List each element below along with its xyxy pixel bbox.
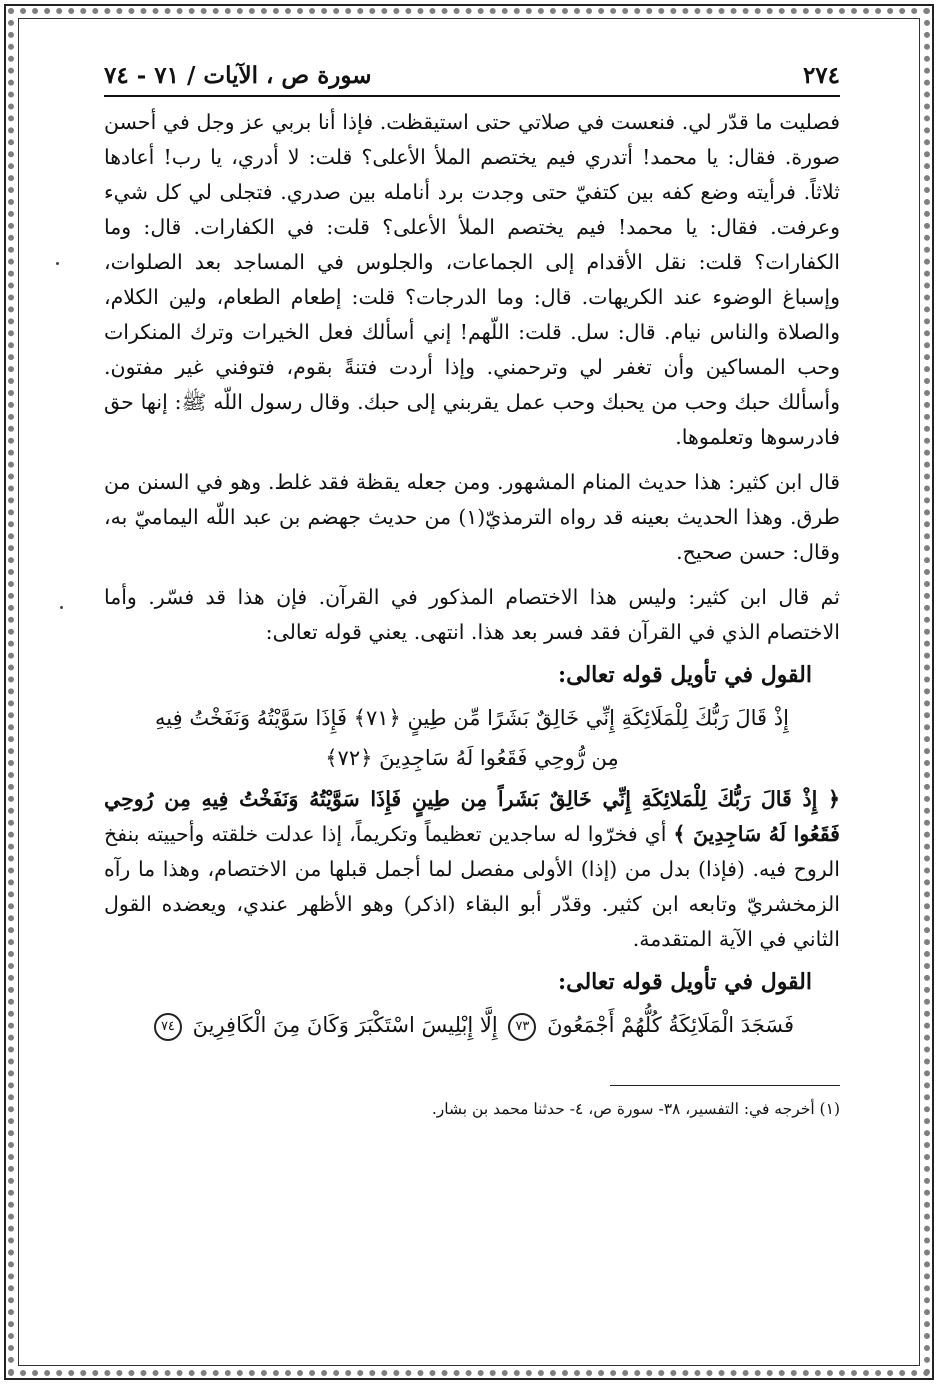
scan-speck [56, 262, 59, 265]
page-content [104, 62, 840, 1120]
section-heading-1: القول في تأويل قوله تعالى: [558, 662, 812, 688]
running-title: سورة ص ، الآيات / ٧١ - ٧٤ [104, 62, 372, 89]
verse-74: إِلَّا إِبْلِيسَ اسْتَكْبَرَ وَكَانَ مِنَ الْكَافِرِينَ [192, 1013, 498, 1037]
ayah-number-74: ٧٤ [154, 1013, 182, 1041]
paragraph-tafsir [104, 782, 840, 957]
quran-verse-73-74 [104, 1005, 840, 1045]
verse-73: فَسَجَدَ الْمَلَائِكَةُ كُلُّهُمْ أَجْمَعُونَ [547, 1013, 795, 1037]
scan-speck [60, 606, 63, 609]
section-heading-2: القول في تأويل قوله تعالى: [558, 969, 812, 995]
ayah-number-73: ٧٣ [508, 1013, 536, 1041]
paragraph-ibn-kathir-2: ثم قال ابن كثير: وليس هذا الاختصام المذكور في القرآن. فإن هذا قد فسّر. وأما الاختصام الذي في القرآن فقد فسر بعد هذا. انتهى. يعني قوله تعالى: [104, 585, 840, 644]
verse-quote: ﴿ إِذْ قَالَ رَبُّكَ لِلْمَلائِكَةِ إِنِّي خَالِقٌ بَشَراً مِن طِينٍ فَإِذَا سَوَّيْتُهُ وَنَفَخْتُ فِيهِ مِن رُوحِي فَقَعُوا لَهُ سَاجِدِينَ ﴾ [104, 787, 840, 846]
page-number: ٢٧٤ [802, 62, 840, 89]
footnote: (١) أخرجه في: التفسير، ٣٨- سورة ص، ٤- حدثنا محمد بن بشار. [431, 1100, 840, 1118]
tafsir-text: أي فخرّوا له ساجدين تعظيماً وتكريماً، إذا عدلت خلقته وأحييته بنفخ الروح فيه. (فإذا) بدل من (إذا) الأولى مفصل لما أجمل قبلها من الاختصام، وهذا ما رآه الزمخشريّ وتابعه ابن كثير. وقدّر أبو البقاء (اذكر) وهو الأظهر عندي، ويعضده القول الثاني في الآية المتقدمة. [104, 822, 840, 951]
verse-line-2: مِن رُّوحِي فَقَعُوا لَهُ سَاجِدِينَ ﴿٧٢﴾ [325, 746, 619, 770]
footnote-divider [610, 1085, 840, 1086]
page-header [104, 62, 840, 97]
paragraph-hadith: فصليت ما قدّر لي. فنعست في صلاتي حتى استيقظت. فإذا أنا بربي عز وجل في أحسن صورة. فقال: يا محمد! أتدري فيم يختصم الملأ الأعلى؟ قلت: لا أدري، يا رب! أعادها ثلاثاً. فرأيته وضع كفه بين كتفيّ حتى وجدت برد أنامله بين صدري. فتجلى لي كل شيء وعرفت. فقال: يا محمد! فيم يختصم الملأ الأعلى؟ قلت: في الكفارات. قال: وما الكفارات؟ قلت: نقل الأقدام إلى الجماعات، والجلوس في المساجد بعد الصلوات، وإسباغ الوضوء عند الكريهات. قال: وما الدرجات؟ قلت: إطعام الطعام، ولين الكلام، والصلاة والناس نيام. قال: سل. قلت: اللّهم! إني أسألك فعل الخيرات وترك المنكرات وحب المساكين وأن تغفر لي وترحمني. وإذا أردت فتنةً بقوم، فتوفني غير مفتون. وأسألك حبك وحب من يحبك وحب عمل يقربني إلى حبك. وقال رسول اللّه ﷺ: إنها حق فادرسوها وتعلموها. [104, 110, 840, 449]
verse-line-1: إِذْ قَالَ رَبُّكَ لِلْمَلَائِكَةِ إِنِّي خَالِقٌ بَشَرًا مِّن طِينٍ ﴿٧١﴾ فَإِذَا سَوَّيْتُهُ وَنَفَخْتُ فِيهِ [155, 706, 789, 730]
paragraph-ibn-kathir: قال ابن كثير: هذا حديث المنام المشهور. ومن جعله يقظة فقد غلط. وهو في السنن من طرق. وهذا الحديث بعينه قد رواه الترمذيّ(١) من حديث جهضم بن عبد اللّه اليماميّ به، وقال: حسن صحيح. [104, 470, 841, 564]
quran-verse-71-72 [104, 698, 840, 778]
